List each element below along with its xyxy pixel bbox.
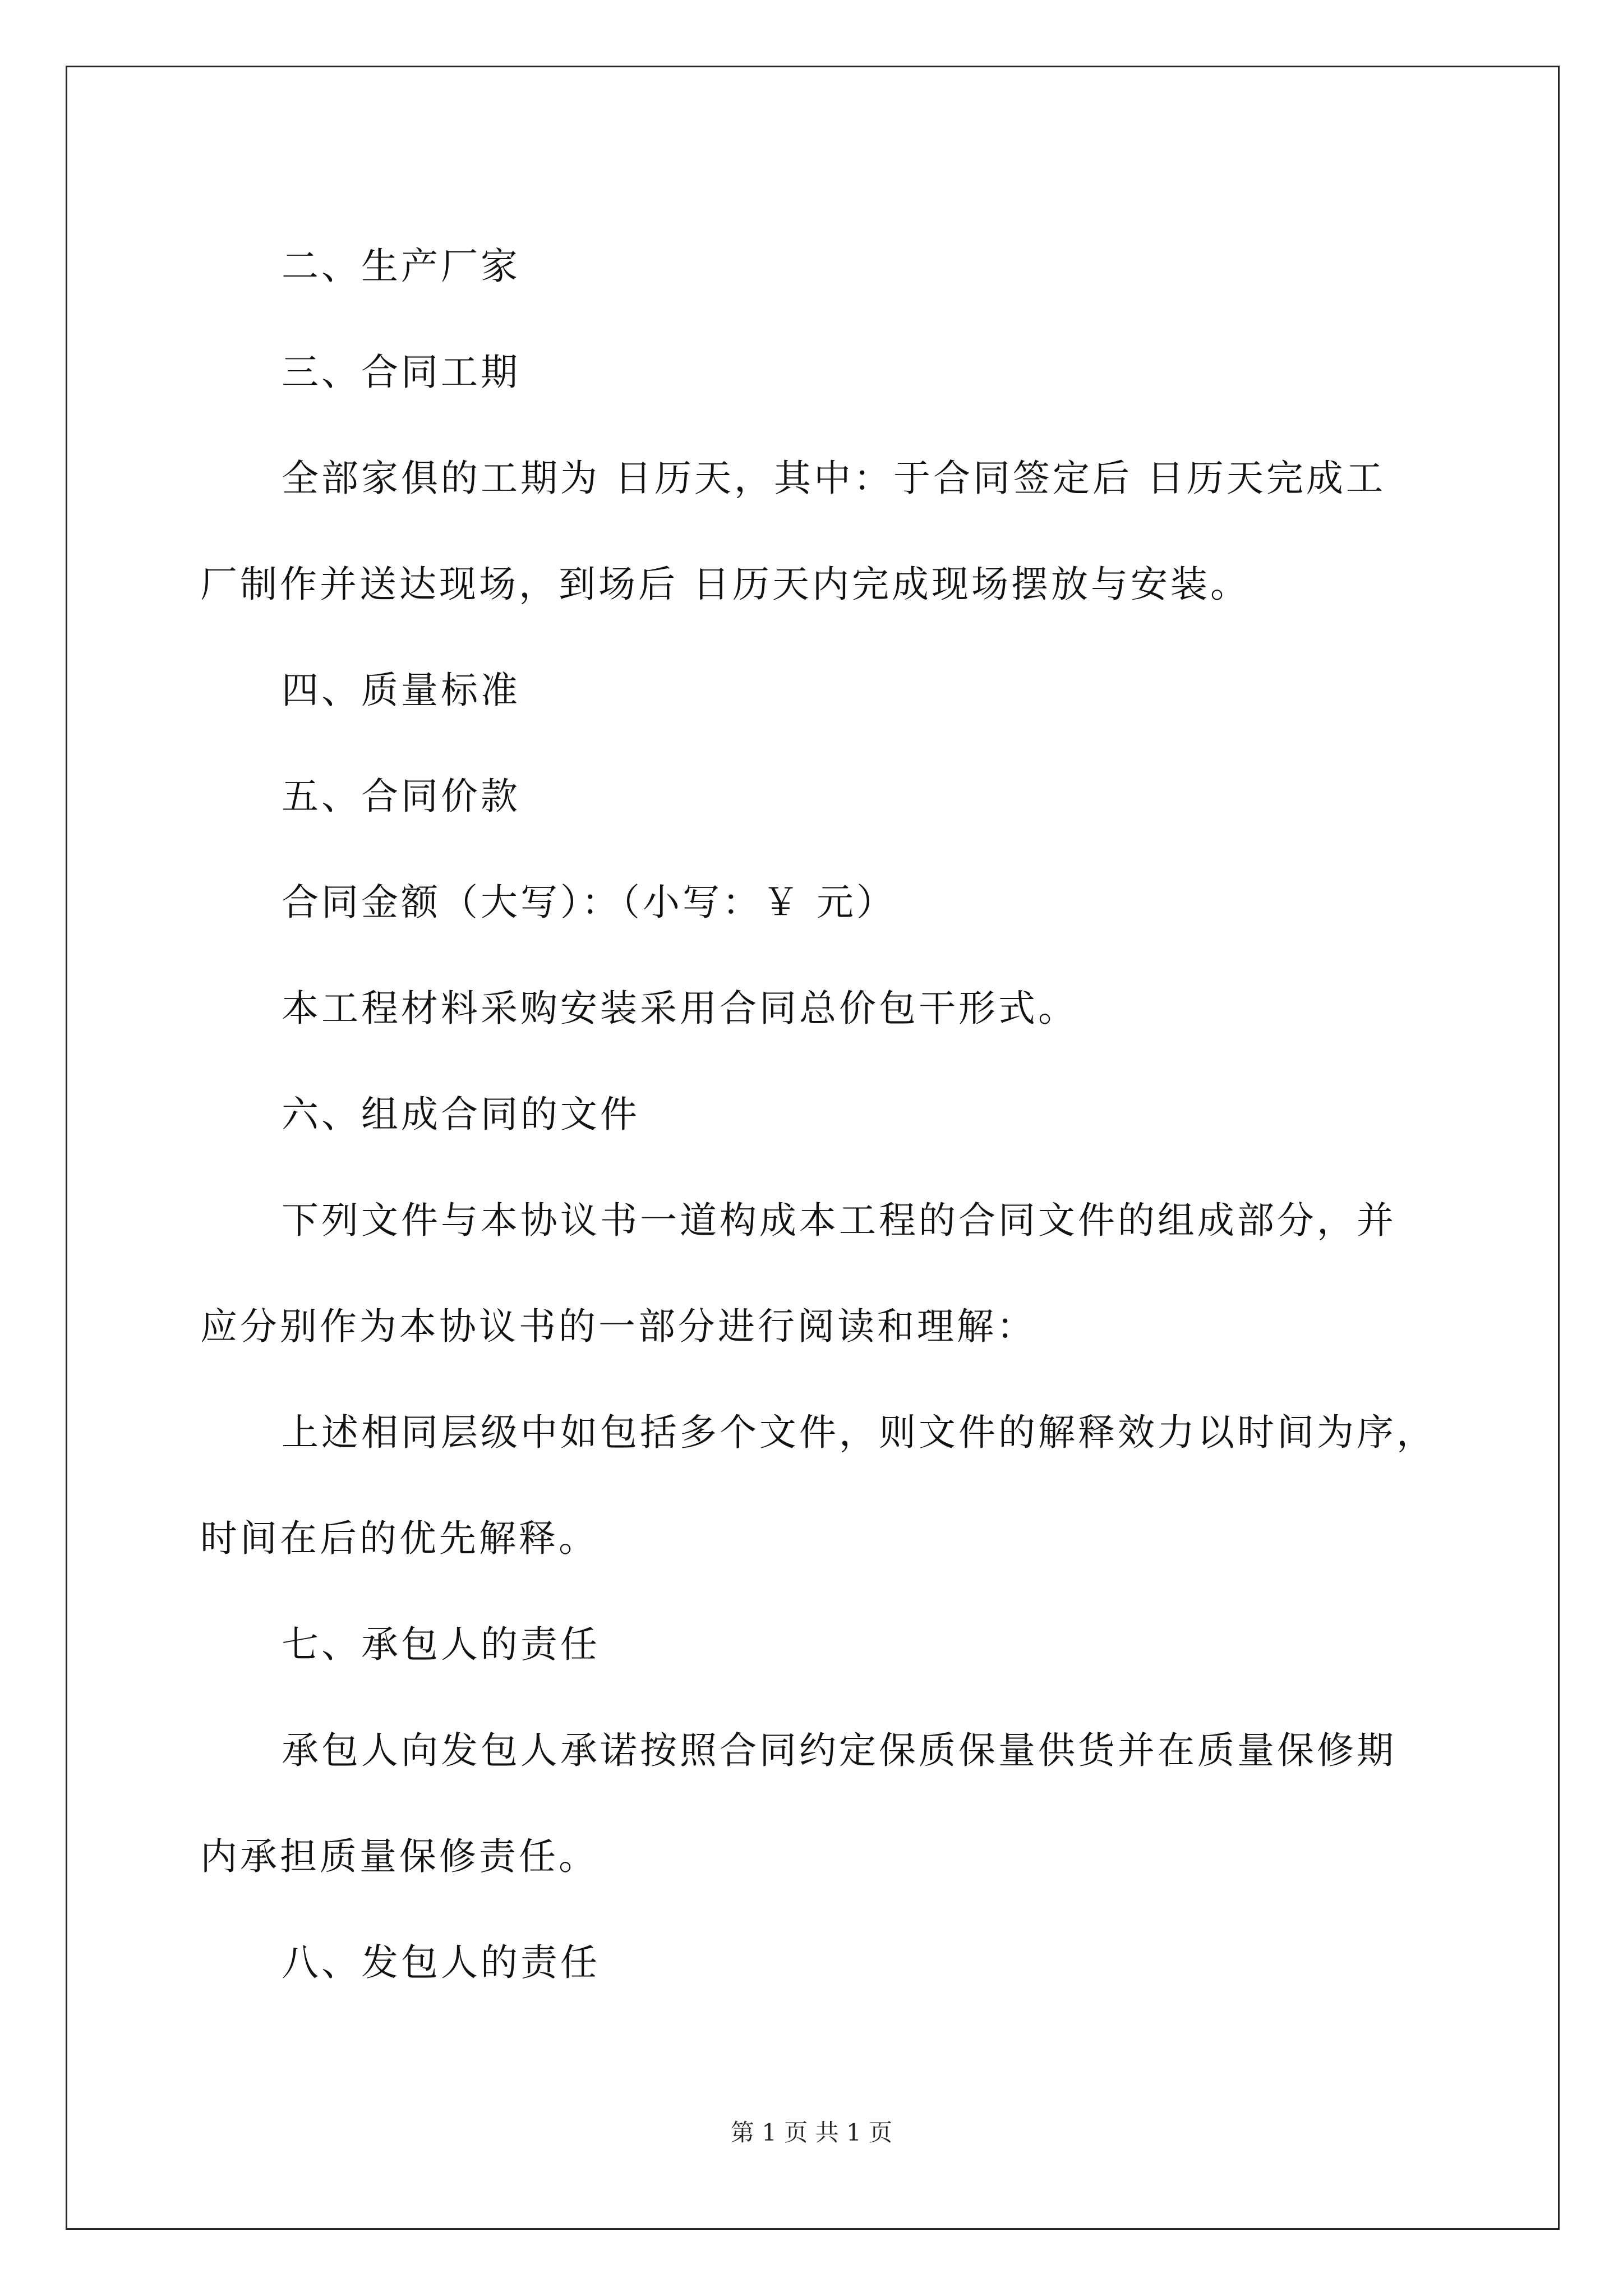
section-heading-employer-duties: 八、发包人的责任 bbox=[282, 1941, 600, 1984]
paragraph-line: 时间在后的优先解释。 bbox=[200, 1517, 598, 1560]
paragraph-line: 下列文件与本协议书一道构成本工程的合同文件的组成部分，并 bbox=[282, 1199, 1396, 1242]
paragraph-line: 内承担质量保修责任。 bbox=[200, 1835, 598, 1878]
paragraph-line: 全部家俱的工期为 日历天，其中：于合同签定后 日历天完成工 bbox=[282, 457, 1386, 500]
section-heading-contract-price: 五、合同价款 bbox=[282, 775, 520, 818]
paragraph-line: 上述相同层级中如包括多个文件，则文件的解释效力以时间为序， bbox=[282, 1411, 1436, 1454]
paragraph-line: 应分别作为本协议书的一部分进行阅读和理解： bbox=[200, 1305, 1036, 1348]
section-heading-contract-period: 三、合同工期 bbox=[282, 351, 520, 394]
section-heading-contractor-duties: 七、承包人的责任 bbox=[282, 1623, 600, 1666]
paragraph-line: 承包人向发包人承诺按照合同约定保质保量供货并在质量保修期 bbox=[282, 1729, 1396, 1772]
section-heading-quality-standard: 四、质量标准 bbox=[282, 669, 520, 712]
section-heading-manufacturer: 二、生产厂家 bbox=[282, 245, 520, 288]
paragraph-line: 本工程材料采购安装采用合同总价包干形式。 bbox=[282, 987, 1078, 1030]
paragraph-line: 合同金额（大写）：（小写：￥ 元） bbox=[282, 881, 896, 924]
document-body bbox=[200, 213, 1436, 2016]
page-number-footer: 第 1 页 共 1 页 bbox=[730, 2119, 893, 2146]
section-heading-contract-documents: 六、组成合同的文件 bbox=[282, 1093, 640, 1136]
paragraph-line: 厂制作并送达现场，到场后 日历天内完成现场摆放与安装。 bbox=[200, 563, 1250, 606]
